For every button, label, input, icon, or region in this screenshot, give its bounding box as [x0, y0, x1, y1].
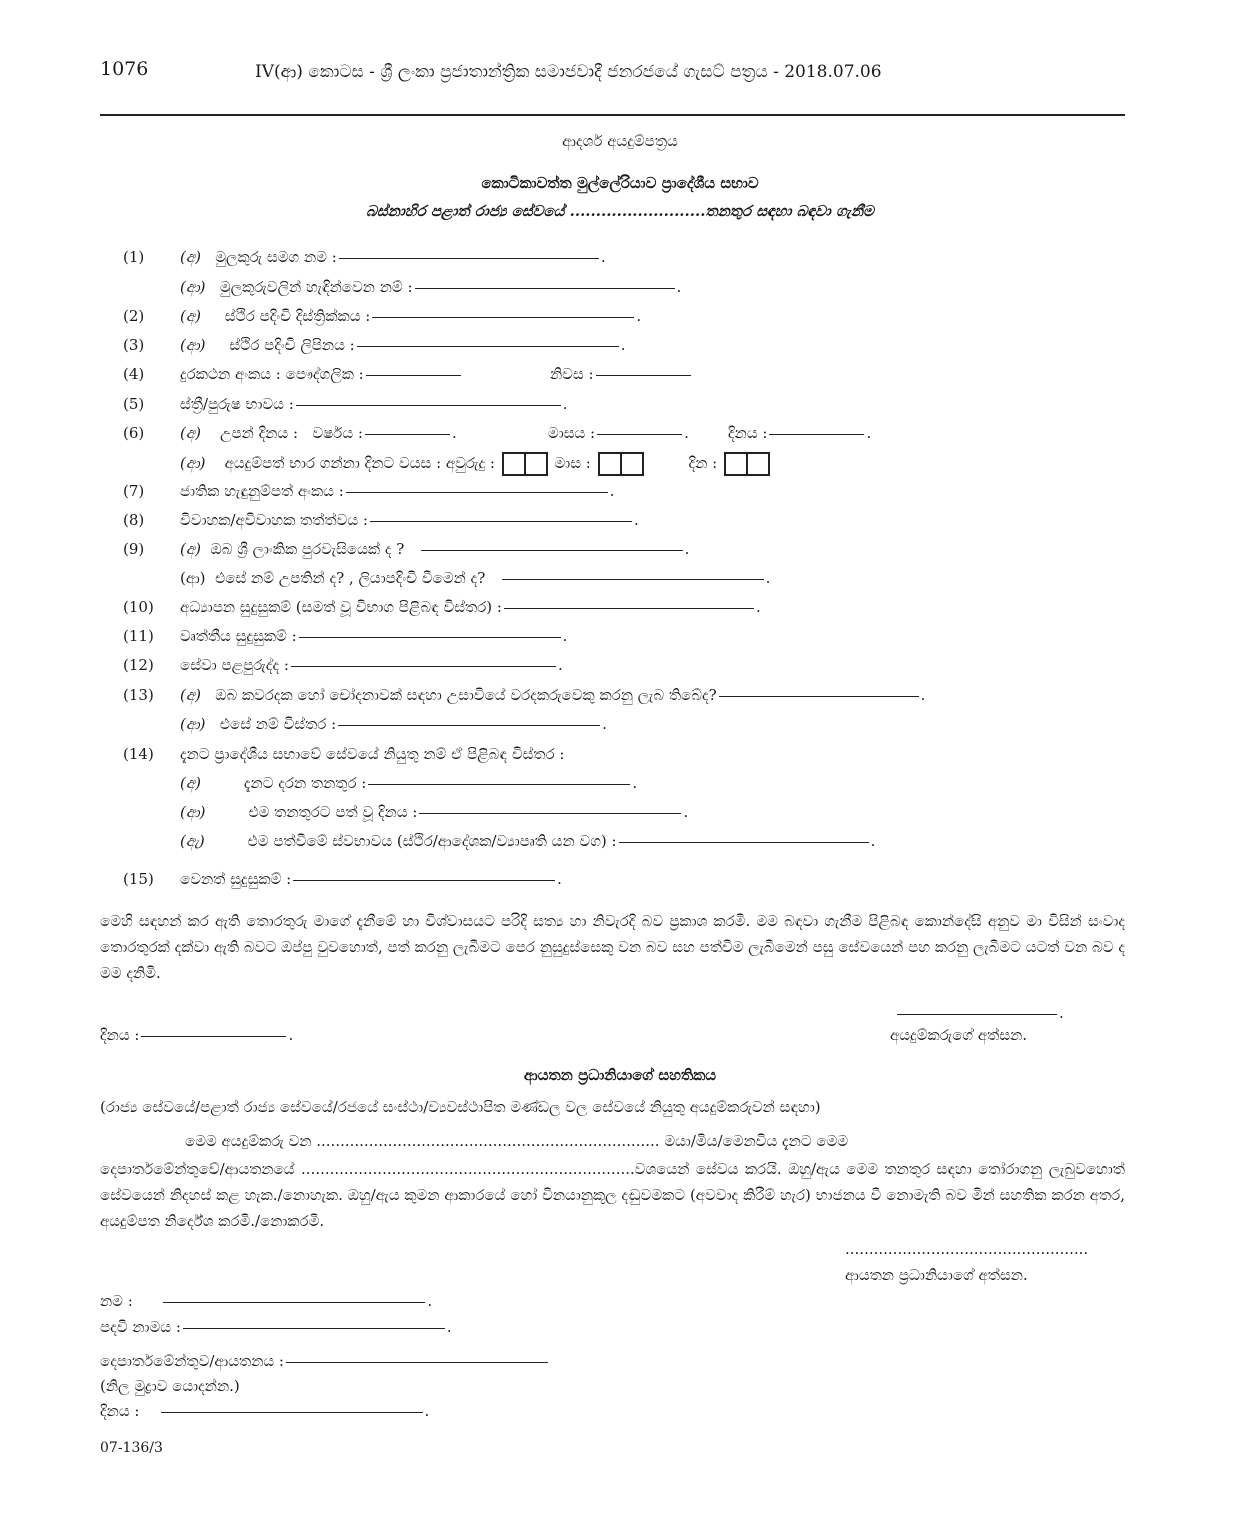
item-marker: (ආ) — [180, 454, 206, 472]
item-label: එසේ නම් උපතින් ද? , ලියාපදිංචි වීමෙන් ද? — [215, 569, 486, 587]
item-number: (15) — [123, 870, 154, 888]
item-number: (10) — [123, 598, 154, 616]
item-label: ජාතික හැඳුනුම්පත් අංකය : — [180, 482, 344, 500]
item-label: දුරකථන අංකය : පෞද්ගලික : — [180, 365, 364, 383]
item-marker: (අ) — [180, 424, 201, 442]
item-label: වෘත්තීය සුදුසුකම් : — [180, 627, 297, 645]
item-6a-day: දිනය : . — [728, 424, 872, 442]
item-label: ස්ථිර පදිංචි ලිපිනය : — [229, 336, 355, 354]
stamp-note: (නිල මුද්‍රාව යොදන්න.) — [100, 1377, 240, 1395]
item-number: (9) — [123, 540, 145, 558]
date-label: දිනය : — [100, 1402, 140, 1420]
subtitle-part-b: තනතුර සඳහා බඳවා ගැනීම — [705, 202, 874, 220]
cert-designation: පදවි නාමය : . — [100, 1318, 452, 1336]
item-marker: (අ) — [180, 774, 201, 792]
item-label: ඔබ ශ්‍රී ලාංකික පුරවැසියෙක් ද ? — [210, 540, 405, 558]
item-14a: (අ) දැනට දරන තනතුර : . — [180, 774, 638, 792]
year-label: වර්ෂය : — [312, 424, 363, 442]
item-3: (ආ) ස්ථිර පදිංචි ලිපිනය : . — [180, 336, 626, 354]
item-2: (අ) ස්ථිර පදිංචි දිස්ත්‍රික්කය : . — [180, 307, 642, 325]
department-label: දෙපාර්තමේන්තුව/ආයතනය : — [100, 1352, 284, 1370]
item-label: නිවස : — [550, 365, 594, 383]
item-number: (14) — [123, 745, 154, 763]
item-marker: (ආ) — [180, 715, 206, 733]
answer-line[interactable] — [286, 1361, 548, 1363]
item-number: (3) — [123, 336, 145, 354]
answer-line[interactable] — [502, 578, 764, 580]
item-marker: (අ) — [180, 686, 201, 704]
answer-line[interactable] — [619, 841, 869, 843]
item-number: (12) — [123, 656, 154, 674]
item-marker: (ඇ) — [180, 832, 205, 850]
answer-line[interactable] — [419, 812, 681, 814]
item-label: උපන් දිනය : — [220, 424, 299, 442]
footer-code: 07-136/3 — [100, 1440, 163, 1456]
item-6a: (අ) උපන් දිනය : වර්ෂය : . — [180, 424, 457, 442]
item-4b — [550, 365, 693, 383]
answer-line[interactable] — [299, 636, 561, 638]
form-name: ආදර්ශ අයදුම්පත්‍රය — [562, 132, 678, 150]
digit-box[interactable] — [746, 452, 770, 476]
item-label: මුලකුරු සමග නම : — [215, 248, 337, 266]
item-5: ස්ත්‍රී/පුරුෂ භාවය : . — [180, 395, 568, 413]
answer-line[interactable] — [596, 374, 691, 376]
months-label: මාස : — [554, 454, 591, 472]
cert-name: නම : . — [100, 1292, 433, 1310]
item-label: එම තනතුරට පත් වූ දිනය : — [248, 803, 418, 821]
item-marker: (අ) — [180, 248, 201, 266]
date-label: දිනය : — [100, 1026, 140, 1044]
answer-line[interactable] — [339, 257, 599, 259]
digit-box[interactable] — [724, 452, 748, 476]
subtitle-part-a: බස්නාහිර පළාත් රාජ්‍ය සේවයේ — [366, 202, 570, 220]
designation-label: පදවි නාමය : — [100, 1318, 181, 1336]
digit-box[interactable] — [524, 452, 548, 476]
answer-line[interactable] — [161, 1411, 423, 1413]
page-number: 1076 — [100, 58, 149, 80]
certificate-line-1: මෙම අයදුම්කරු වන ........................................................................ මයා/මිය/මෙනවිය දැනට මෙම — [185, 1132, 849, 1150]
item-9a: (අ) ඔබ ශ්‍රී ලාංකික පුරවැසියෙක් ද ? . — [180, 540, 690, 558]
certificate-body: දෙපාර්තමේන්තුවේ/ආයතනයේ ......................................................................වශයෙන් සේවය කරයි. ඔහු/ඇය මෙම තනතුර සඳහා තෝරාගනු ලැබුවහොත් සේවයෙන් නිදහස් කළ හැක./නොහැක. ඔහු/ඇය කුමන ආකාරයේ හෝ විනයානුකූල දඬුවමකට (අවවාද කිරීම් හැර) භාජනය වී නොමැති බව මින් සහතික කරන අතර, අයදුම්පත නිර්දේශ කරමි./නොකරමි. — [100, 1160, 1125, 1230]
answer-line[interactable] — [719, 695, 919, 697]
item-14b: (ආ) එම තනතුරට පත් වූ දිනය : . — [180, 803, 689, 821]
answer-line[interactable] — [365, 433, 450, 435]
item-label: එම පත්වීමේ ස්වභාවය (ස්ථිර/ආදේශක/ව්‍යාපෘති යන වග) : — [247, 832, 617, 850]
days-label: දින : — [688, 454, 718, 472]
item-number: (4) — [123, 365, 145, 383]
declaration-text: මෙහි සඳහන් කර ඇති තොරතුරු මාගේ දැනීමේ හා විශ්වාසයට පරිදි සත්‍ය හා නිවැරදි බව ප්‍රකාශ කරමි. මම බඳවා ගැනීම පිළිබඳ කොන්දේසි අනුව මා විසින් සංවාද තොරතුරක් දක්වා ඇති බවට ඔප්පු වුවහොත්, පත් කරනු ලැබීමට පෙර නුසුදුස්සෙකු වන බව සහ පත්වීම ලැබීමෙන් පසු සේවයෙන් පහ කරනු ලැබීමට යටත් වන බව ද මම දනිමි. — [100, 912, 1125, 982]
item-marker: (ආ) — [180, 803, 206, 821]
item-marker: (ආ) — [180, 336, 206, 354]
answer-line[interactable] — [368, 783, 630, 785]
cert-department — [100, 1352, 550, 1370]
item-13a: (අ) ඔබ කවරදක හෝ චෝදනාවක් සඳහා උසාවියේ වරදකරුවෙකු කරනු ලැබ තිබේද? . — [180, 686, 926, 704]
item-label: අයදුම්පත් භාර ගන්නා දිනට වයස : අවුරුදු : — [224, 454, 495, 472]
item-label: දැනට දරන තනතුර : — [243, 774, 367, 792]
item-label: එසේ නම් විස්තර : — [219, 715, 337, 733]
item-6b — [180, 452, 772, 476]
council-name: කොටිකාවත්ත මුල්ලේරියාව ප්‍රාදේශීය සභාව — [481, 174, 759, 192]
head-signature-label: ආයතන ප්‍රධානියාගේ අත්සන. — [845, 1266, 1028, 1284]
cert-date: දිනය : . — [100, 1402, 430, 1420]
item-number: (2) — [123, 307, 145, 325]
form-subtitle — [0, 202, 1240, 220]
item-number: (11) — [123, 627, 154, 645]
item-label: ඔබ කවරදක හෝ චෝදනාවක් සඳහා උසාවියේ වරදකරුවෙකු කරනු ලැබ තිබේද? — [215, 686, 717, 704]
item-4a — [180, 365, 463, 383]
item-8: විවාහක/අවිවාහක තත්ත්වය : . — [180, 511, 639, 529]
item-1a: (අ) මුලකුරු සමග නම : . — [180, 248, 606, 266]
days-boxes[interactable] — [724, 452, 770, 476]
item-label: සේවා පළපුරුද්ද : — [180, 656, 289, 674]
head-signature-dots: ................................................... — [845, 1240, 1089, 1258]
item-7: ජාතික හැඳුනුම්පත් අංකය : . — [180, 482, 615, 500]
item-marker: (අ) — [180, 307, 201, 325]
item-number: (8) — [123, 511, 145, 529]
answer-line[interactable] — [372, 316, 634, 318]
months-boxes[interactable] — [598, 452, 644, 476]
applicant-signature-label: අයදුම්කරුගේ අත්සන. — [890, 1026, 1028, 1044]
answer-line[interactable] — [370, 520, 632, 522]
answer-line[interactable] — [769, 433, 864, 435]
item-number: (7) — [123, 482, 145, 500]
sign-date: දිනය : . — [100, 1026, 294, 1044]
header-rule — [100, 114, 1125, 116]
item-9b: (ආ) එසේ නම් උපතින් ද? , ලියාපදිංචි වීමෙන් ද? . — [180, 569, 771, 587]
answer-line[interactable] — [291, 665, 556, 667]
item-marker: (ආ) — [180, 278, 206, 296]
digit-box[interactable] — [502, 452, 526, 476]
item-11: වෘත්තීය සුදුසුකම් : . — [180, 627, 568, 645]
item-10: අධ්‍යාපන සුදුසුකම් (සමත් වූ විභාග පිළිබඳ විස්තර) : . — [180, 598, 761, 616]
item-number: (6) — [123, 424, 145, 442]
item-12: සේවා පළපුරුද්ද : . — [180, 656, 563, 674]
item-label: ස්ත්‍රී/පුරුෂ භාවය : — [180, 395, 294, 413]
answer-line[interactable] — [421, 549, 683, 551]
item-label: වෙනත් සුදුසුකම් : — [180, 870, 292, 888]
item-number: (5) — [123, 395, 145, 413]
certificate-title: ආයතන ප්‍රධානියාගේ සහතිකය — [523, 1066, 717, 1084]
item-1b: (ආ) මුලකුරුවලින් හැඳින්වෙන නම් : . — [180, 278, 682, 296]
month-label: මාසය : — [548, 424, 596, 442]
answer-line[interactable] — [338, 724, 600, 726]
item-6a-month: මාසය : . — [548, 424, 689, 442]
item-14c: (ඇ) එම පත්වීමේ ස්වභාවය (ස්ථිර/ආදේශක/ව්‍යාපෘති යන වග) : . — [180, 832, 876, 850]
date-line[interactable] — [141, 1035, 286, 1037]
answer-line[interactable] — [346, 491, 608, 493]
running-title: IV(ආ) කොටස - ශ්‍රී ලංකා ප්‍රජාතාන්ත්‍රික සමාජවාදී ජනරජයේ ගැසට් පත්‍රය - 2018.07.06 — [255, 62, 882, 82]
item-label: අධ්‍යාපන සුදුසුකම් (සමත් වූ විභාග පිළිබඳ විස්තර) : — [180, 598, 502, 616]
item-15: වෙනත් සුදුසුකම් : . — [180, 870, 562, 888]
name-label: නම : — [100, 1292, 133, 1310]
answer-line[interactable] — [293, 879, 555, 881]
item-label: ස්ථිර පදිංචි දිස්ත්‍රික්කය : — [224, 307, 371, 325]
answer-line[interactable] — [504, 607, 754, 609]
item-number: (13) — [123, 686, 154, 704]
item-marker: (අ) — [180, 540, 201, 558]
answer-line[interactable] — [415, 287, 675, 289]
answer-line[interactable] — [357, 345, 619, 347]
signature-line[interactable] — [897, 1013, 1057, 1015]
item-label: විවාහක/අවිවාහක තත්ත්වය : — [180, 511, 368, 529]
answer-line[interactable] — [296, 404, 561, 406]
item-label: දැනට ප්‍රාදේශීය සභාවේ සේවයේ නියුතු නම් ඒ පිළිබඳ විස්තර : — [180, 745, 565, 763]
answer-line[interactable] — [163, 1301, 425, 1303]
day-label: දිනය : — [728, 424, 768, 442]
item-label: මුලකුරුවලින් හැඳින්වෙන නම් : — [219, 278, 413, 296]
item-13b: (ආ) එසේ නම් විස්තර : . — [180, 715, 607, 733]
answer-line[interactable] — [597, 433, 682, 435]
item-marker: (ආ) — [180, 569, 206, 587]
digit-box[interactable] — [598, 452, 622, 476]
item-number: (1) — [123, 248, 145, 266]
applicant-signature-line[interactable]: . — [895, 1004, 1064, 1022]
subtitle-dots: .......................... — [569, 202, 706, 220]
certificate-note: (රාජ්‍ය සේවයේ/පළාත් රාජ්‍ය සේවයේ/රජයේ සංස්ථා/ව්‍යවස්ථාපිත මණ්ඩල වල සේවයේ නියුතු අයදුම්කරුවන් සඳහා) — [100, 1098, 821, 1116]
item-14 — [180, 745, 564, 763]
answer-line[interactable] — [183, 1327, 445, 1329]
digit-box[interactable] — [620, 452, 644, 476]
answer-line[interactable] — [366, 374, 461, 376]
years-boxes[interactable] — [502, 452, 548, 476]
